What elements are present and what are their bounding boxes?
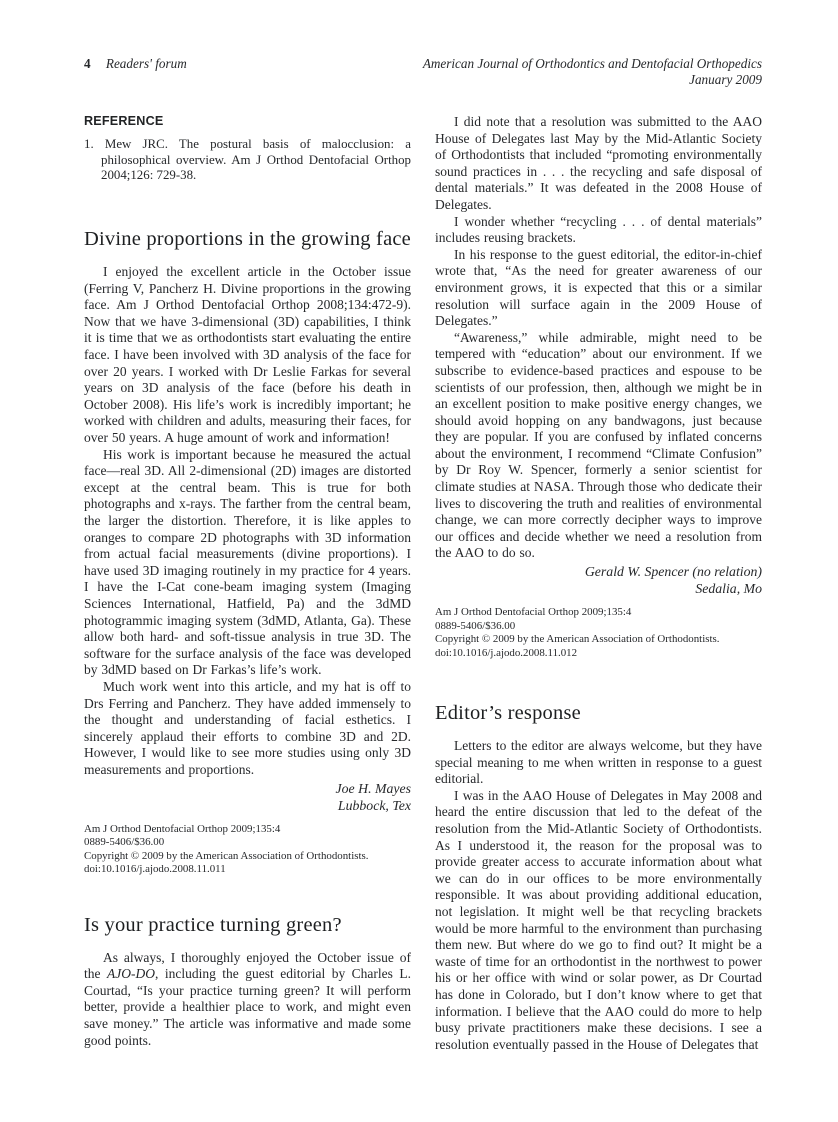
journal-name: American Journal of Orthodontics and Dentofacial Orthopedics (422, 56, 762, 71)
citation-line: Am J Orthod Dentofacial Orthop 2009;135:4 (435, 606, 632, 619)
signature-block (435, 563, 762, 597)
reference-section (84, 114, 411, 184)
left-column (84, 114, 411, 1053)
paragraph: I wonder whether “recycling . . . of dental materials” includes reusing brackets. (435, 213, 762, 246)
paragraph: I did note that a resolution was submitted to the AAO House of Delegates last May by the Mid-Atlantic Society of Orthodontists that included “promoting environmentally sound practices in . . . the recycling and safe disposal of dental materials.” It was defeated in the 2008 House of Delegates. (435, 114, 762, 212)
reference-heading: REFERENCE (84, 114, 164, 128)
issue-date: January 2009 (689, 71, 762, 87)
paragraph: Letters to the editor are always welcome, but they have special meaning to me when written in response to a guest editorial. (435, 738, 762, 787)
paragraph: In his response to the guest editorial, the editor-in-chief wrote that, “As the need for greater awareness of our environment grows, it is expected that this or a similar resolution will surface again in the 2009 House of Delegates.” (435, 246, 762, 329)
paragraph: “Awareness,” while admirable, might need to be tempered with “education” about our environment. If we subscribe to evidence-based practices and espouse to be scientists of our profession, then, although we might be in an excellent position to make positive energy changes, we should avoid hopping on any bandwagons, just because they are popular. If you are confused by inflated concerns about the environment, I recommend “Climate Confusion” by Dr Roy W. Spencer, formerly a senior scientist for climate studies at NASA. Through those who dedicate their lives to discovering the truth and realities of environmental change, we can more correctly decipher ways to improve our offices and decide whether we need a resolution from the AAO to do so. (435, 329, 762, 561)
citation-line: Am J Orthod Dentofacial Orthop 2009;135:4 (84, 822, 281, 835)
reference-item: 1. Mew JRC. The postural basis of malocclusion: a philosophical overview. Am J Orthod Dentofacial Orthop 2004;126: 729-38. (84, 137, 411, 183)
letter-title-divine-proportions: Divine proportions in the growing face (84, 228, 411, 251)
journal-abbreviation: AJO-DO (106, 966, 155, 982)
paragraph: I was in the AAO House of Delegates in May 2008 and heard the entire discussion that led to the defeat of the resolution from the Mid-Atlantic Society of Orthodontists. As I understood it, the reason for the proposal was to provide greater access to accurate information about what we can do in our offices to be more environmentally responsible. It was about providing additional education, not legislation. It might well be that recycling brackets would be more harmful to the environment than purchasing them new. But where do we go to find out? It might be a waste of time for an orthodontist in the northwest to power his or her office with wind or solar power, as Dr Courtad has done in Colorado, but I don’t know where to get that information. I believe that the AAO could do more to help busy private practitioners make these decisions. I see a resolution eventually passed in the House of Delegates that (435, 787, 762, 1052)
two-column-layout (84, 114, 762, 1053)
citation-block (435, 606, 762, 660)
citation-line: Copyright © 2009 by the American Association of Orthodontists. (84, 849, 369, 862)
paragraph-text: As always, I thoroughly enjoyed the October issue of the (84, 949, 411, 982)
citation-line: doi:10.1016/j.ajodo.2008.11.012 (435, 646, 578, 659)
signature-location: Lubbock, Tex (337, 797, 411, 813)
citation-line: 0889-5406/$36.00 (84, 836, 165, 849)
citation-block (84, 823, 411, 877)
signature-location: Sedalia, Mo (695, 581, 762, 597)
citation-line: doi:10.1016/j.ajodo.2008.11.011 (84, 863, 226, 876)
letter-title-turning-green: Is your practice turning green? (84, 913, 342, 936)
citation-line: 0889-5406/$36.00 (435, 619, 516, 632)
right-column (435, 114, 762, 1053)
signature-block (84, 780, 411, 814)
paragraph: His work is important because he measured the actual face—real 3D. All 2-dimensional (2D) images are distorted except at the central beam. This is true for both photographs and x-rays. The farther from the central beam, the larger the distortion. Therefore, it is like apples to oranges to compare 2D photographs with 3D information from actual facial measurements (divine proportions). I have used 3D imaging routinely in my practice for 4 years. I have the I-Cat cone-beam imaging system (Imaging Sciences International, Hatfield, Pa) and the 3dMD photogrammic imaging system (3dMD, Atlanta, Ga). These allow both hard- and soft-tissue analysis in true 3D. The software for the surface analysis of the face was developed by 3dMD based on Dr Farkas’s life’s work. (84, 446, 411, 678)
letter-title-editors-response: Editor’s response (435, 702, 581, 725)
signature-name: Joe H. Mayes (335, 780, 411, 796)
page-header (84, 56, 762, 87)
citation-line: Copyright © 2009 by the American Association of Orthodontists. (435, 633, 720, 646)
signature-name: Gerald W. Spencer (no relation) (584, 564, 762, 580)
paragraph (84, 950, 411, 1050)
running-head-right (423, 56, 762, 87)
running-head-left (84, 56, 187, 72)
section-title: Readers' forum (105, 56, 187, 71)
paragraph-text: , including the guest editorial by Charles L. Courtad, “Is your practice turning green? It will perform better, provide a healthier place to work, and might even save money.” The article was informative and made some good points. (84, 966, 412, 1048)
paragraph: I enjoyed the excellent article in the October issue (Ferring V, Pancherz H. Divine proportions in the growing face. Am J Orthod Dentofacial Orthop 2008;134:472-9). Now that we have 3-dimensional (3D) capabilities, I think it is time that we as orthodontists start evaluating the entire face. I have been involved with 3D analysis of the face for over 20 years. I worked with Dr Leslie Farkas for several years on 3D analysis of the face (before his death in October 2008). His life’s work is incredibly important; he worked with children and adults, measuring their faces, for over 50 years. A huge amount of work and information! (84, 264, 411, 446)
paragraph: Much work went into this article, and my hat is off to Drs Ferring and Pancherz. They have added immensely to the thought and understanding of facial esthetics. I sincerely applaud their efforts to combine 3D and 2D. However, I would like to see more studies using only 3D measurements and proportions. (84, 678, 411, 777)
page-number: 4 (84, 56, 91, 71)
